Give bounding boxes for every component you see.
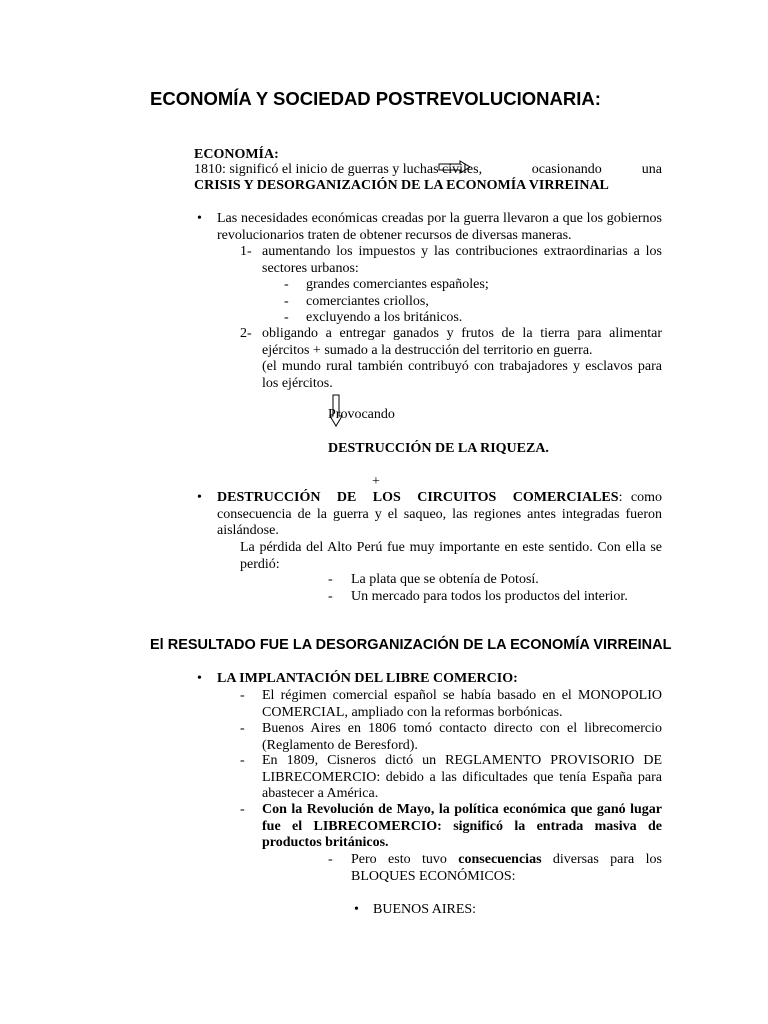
sub1-item: grandes comerciantes españoles; — [306, 277, 489, 292]
item2-note: (el mundo rural también contribuyó con trabajadores y esclavos para los ejércitos. — [262, 359, 662, 391]
bullet2-bold: DESTRUCCIÓN DE LOS CIRCUITOS COMERCIALES — [217, 490, 619, 505]
bullet3-sub-b: diversas para los BLOQUES ECONÓMICOS: — [351, 852, 662, 884]
bullet1-text: Las necesidades económicas creadas por la guerra llevaron a que los gobiernos revolucionarios traten de obtener recursos de diversas maneras. — [217, 211, 662, 243]
bullet2-sub-item: La plata que se obtenía de Potosí. — [351, 572, 539, 587]
dash-icon: - — [284, 277, 289, 292]
result-heading: El RESULTADO FUE LA DESORGANIZACIÓN DE LA ECONOMÍA VIRREINAL — [150, 637, 672, 653]
bullet3-sub-a: Pero esto tuvo — [351, 852, 459, 867]
destruccion-riqueza: DESTRUCCIÓN DE LA RIQUEZA. — [328, 441, 549, 456]
bloque-buenos-aires: BUENOS AIRES: — [373, 902, 477, 917]
economia-line1-c: una — [641, 162, 662, 177]
bullet2-para: La pérdida del Alto Perú fue muy importante en este sentido. Con ella se perdió: — [240, 540, 662, 572]
bullet3-item: En 1809, Cisneros dictó un REGLAMENTO PROVISORIO DE LIBRECOMERCIO: debido a las dificultades que tenía España para abastecer a América. — [262, 753, 662, 801]
dash-icon: - — [328, 852, 333, 867]
bullet-icon: • — [197, 490, 202, 505]
economia-heading: ECONOMÍA: — [194, 147, 279, 162]
dash-icon: - — [240, 753, 245, 768]
item1-number: 1- — [240, 244, 252, 259]
arrow-right-icon — [438, 160, 472, 180]
dash-icon: - — [240, 802, 245, 817]
sub1-item: comerciantes criollos, — [306, 294, 429, 309]
dash-icon: - — [328, 572, 333, 587]
bullet-icon: • — [197, 211, 202, 226]
provocando-label: Provocando — [328, 407, 395, 422]
item2-text: obligando a entregar ganados y frutos de la tierra para alimentar ejércitos + sumado a la destrucción del territorio en guerra. — [262, 326, 662, 358]
dash-icon: - — [328, 589, 333, 604]
bullet-icon: • — [197, 671, 202, 686]
item2-number: 2- — [240, 326, 252, 341]
bullet3-heading: LA IMPLANTACIÓN DEL LIBRE COMERCIO: — [217, 671, 518, 686]
bullet3-item: Buenos Aires en 1806 tomó contacto directo con el librecomercio (Reglamento de Beresford). — [262, 721, 662, 753]
economia-line1-a: 1810: significó el inicio de guerras y luchas civiles, — [194, 162, 483, 177]
dash-icon: - — [240, 688, 245, 703]
bullet2-text — [217, 490, 662, 540]
sub1-item: excluyendo a los británicos. — [306, 310, 463, 325]
economia-line1-b: ocasionando — [531, 162, 602, 177]
plus-sign: + — [372, 474, 380, 489]
bullet2-sub-item: Un mercado para todos los productos del interior. — [351, 589, 628, 604]
dash-icon: - — [240, 721, 245, 736]
bullet-icon: • — [354, 902, 359, 917]
dash-icon: - — [284, 294, 289, 309]
bullet3-sub — [351, 852, 662, 885]
bullet3-sub-bold: consecuencias — [458, 852, 542, 867]
bullet3-item: El régimen comercial español se había basado en el MONOPOLIO COMERCIAL, ampliado con la reformas borbónicas. — [262, 688, 662, 720]
bullet3-item: Con la Revolución de Mayo, la política económica que ganó lugar fue el LIBRECOMERCIO: significó la entrada masiva de productos británicos. — [262, 802, 662, 850]
bullet2-rest: : como consecuencia de la guerra y el saqueo, las regiones antes integradas fueron aislándose. — [217, 490, 662, 538]
economia-line2: CRISIS Y DESORGANIZACIÓN DE LA ECONOMÍA VIRREINAL — [194, 178, 609, 193]
page-title: ECONOMÍA Y SOCIEDAD POSTREVOLUCIONARIA: — [150, 88, 601, 109]
economia-line1 — [194, 162, 662, 179]
item1-text: aumentando los impuestos y las contribuciones extraordinarias a los sectores urbanos: — [262, 244, 662, 276]
dash-icon: - — [284, 310, 289, 325]
